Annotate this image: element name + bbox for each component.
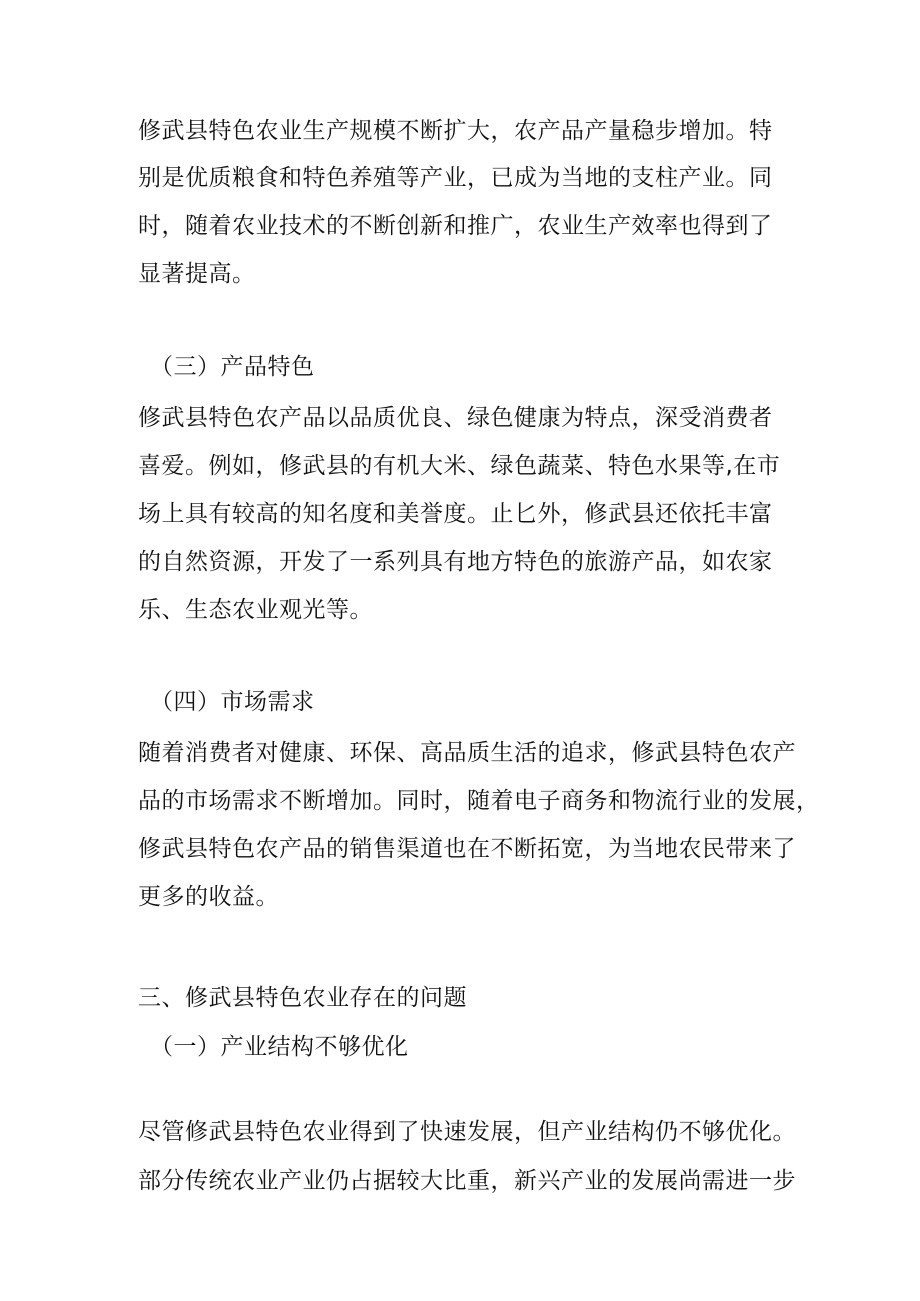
paragraph-line: 修武县特色农业生产规模不断扩大，农产品产量稳步增加。特 xyxy=(138,118,773,144)
paragraph-line: 部分传统农业产业仍占据较大比重，新兴产业的发展尚需进一步 xyxy=(138,1168,796,1194)
section-heading-product-features: （三）产品特色 xyxy=(150,354,315,380)
paragraph-line: 别是优质粮食和特色养殖等产业，已成为当地的支柱产业。同 xyxy=(138,165,773,191)
paragraph-line: 尽管修武县特色农业得到了快速发展，但产业结构仍不够优化。 xyxy=(138,1119,796,1145)
paragraph-line: 的自然资源，开发了一系列具有地方特色的旅游产品，如农家 xyxy=(138,549,773,575)
paragraph-line: 修武县特色农产品的销售渠道也在不断拓宽，为当地农民带来了 xyxy=(138,836,796,862)
paragraph-line: 喜爱。例如，修武县的有机大米、绿色蔬菜、特色水果等,在市 xyxy=(138,453,781,479)
paragraph-line: 显著提高。 xyxy=(138,261,256,287)
paragraph-line: 修武县特色农产品以品质优良、绿色健康为特点，深受消费者 xyxy=(138,405,773,431)
paragraph-line: 场上具有较高的知名度和美誉度。止匕外，修武县还依托丰富 xyxy=(138,501,773,527)
section-heading-market-demand: （四）市场需求 xyxy=(150,689,315,715)
paragraph-line: 乐、生态农业观光等。 xyxy=(138,597,373,623)
paragraph-line: 随着消费者对健康、环保、高品质生活的追求，修武县特色农产 xyxy=(138,740,796,766)
paragraph-line: 更多的收益。 xyxy=(138,884,279,910)
paragraph-line: 时，随着农业技术的不断创新和推广，农业生产效率也得到了 xyxy=(138,213,773,239)
paragraph-line: 品的市场需求不断增加。同时，随着电子商务和物流行业的发展， xyxy=(138,788,820,814)
section-heading-industry-structure: （一）产业结构不够优化 xyxy=(150,1034,409,1060)
chapter-heading-problems: 三、修武县特色农业存在的问题 xyxy=(138,985,467,1011)
